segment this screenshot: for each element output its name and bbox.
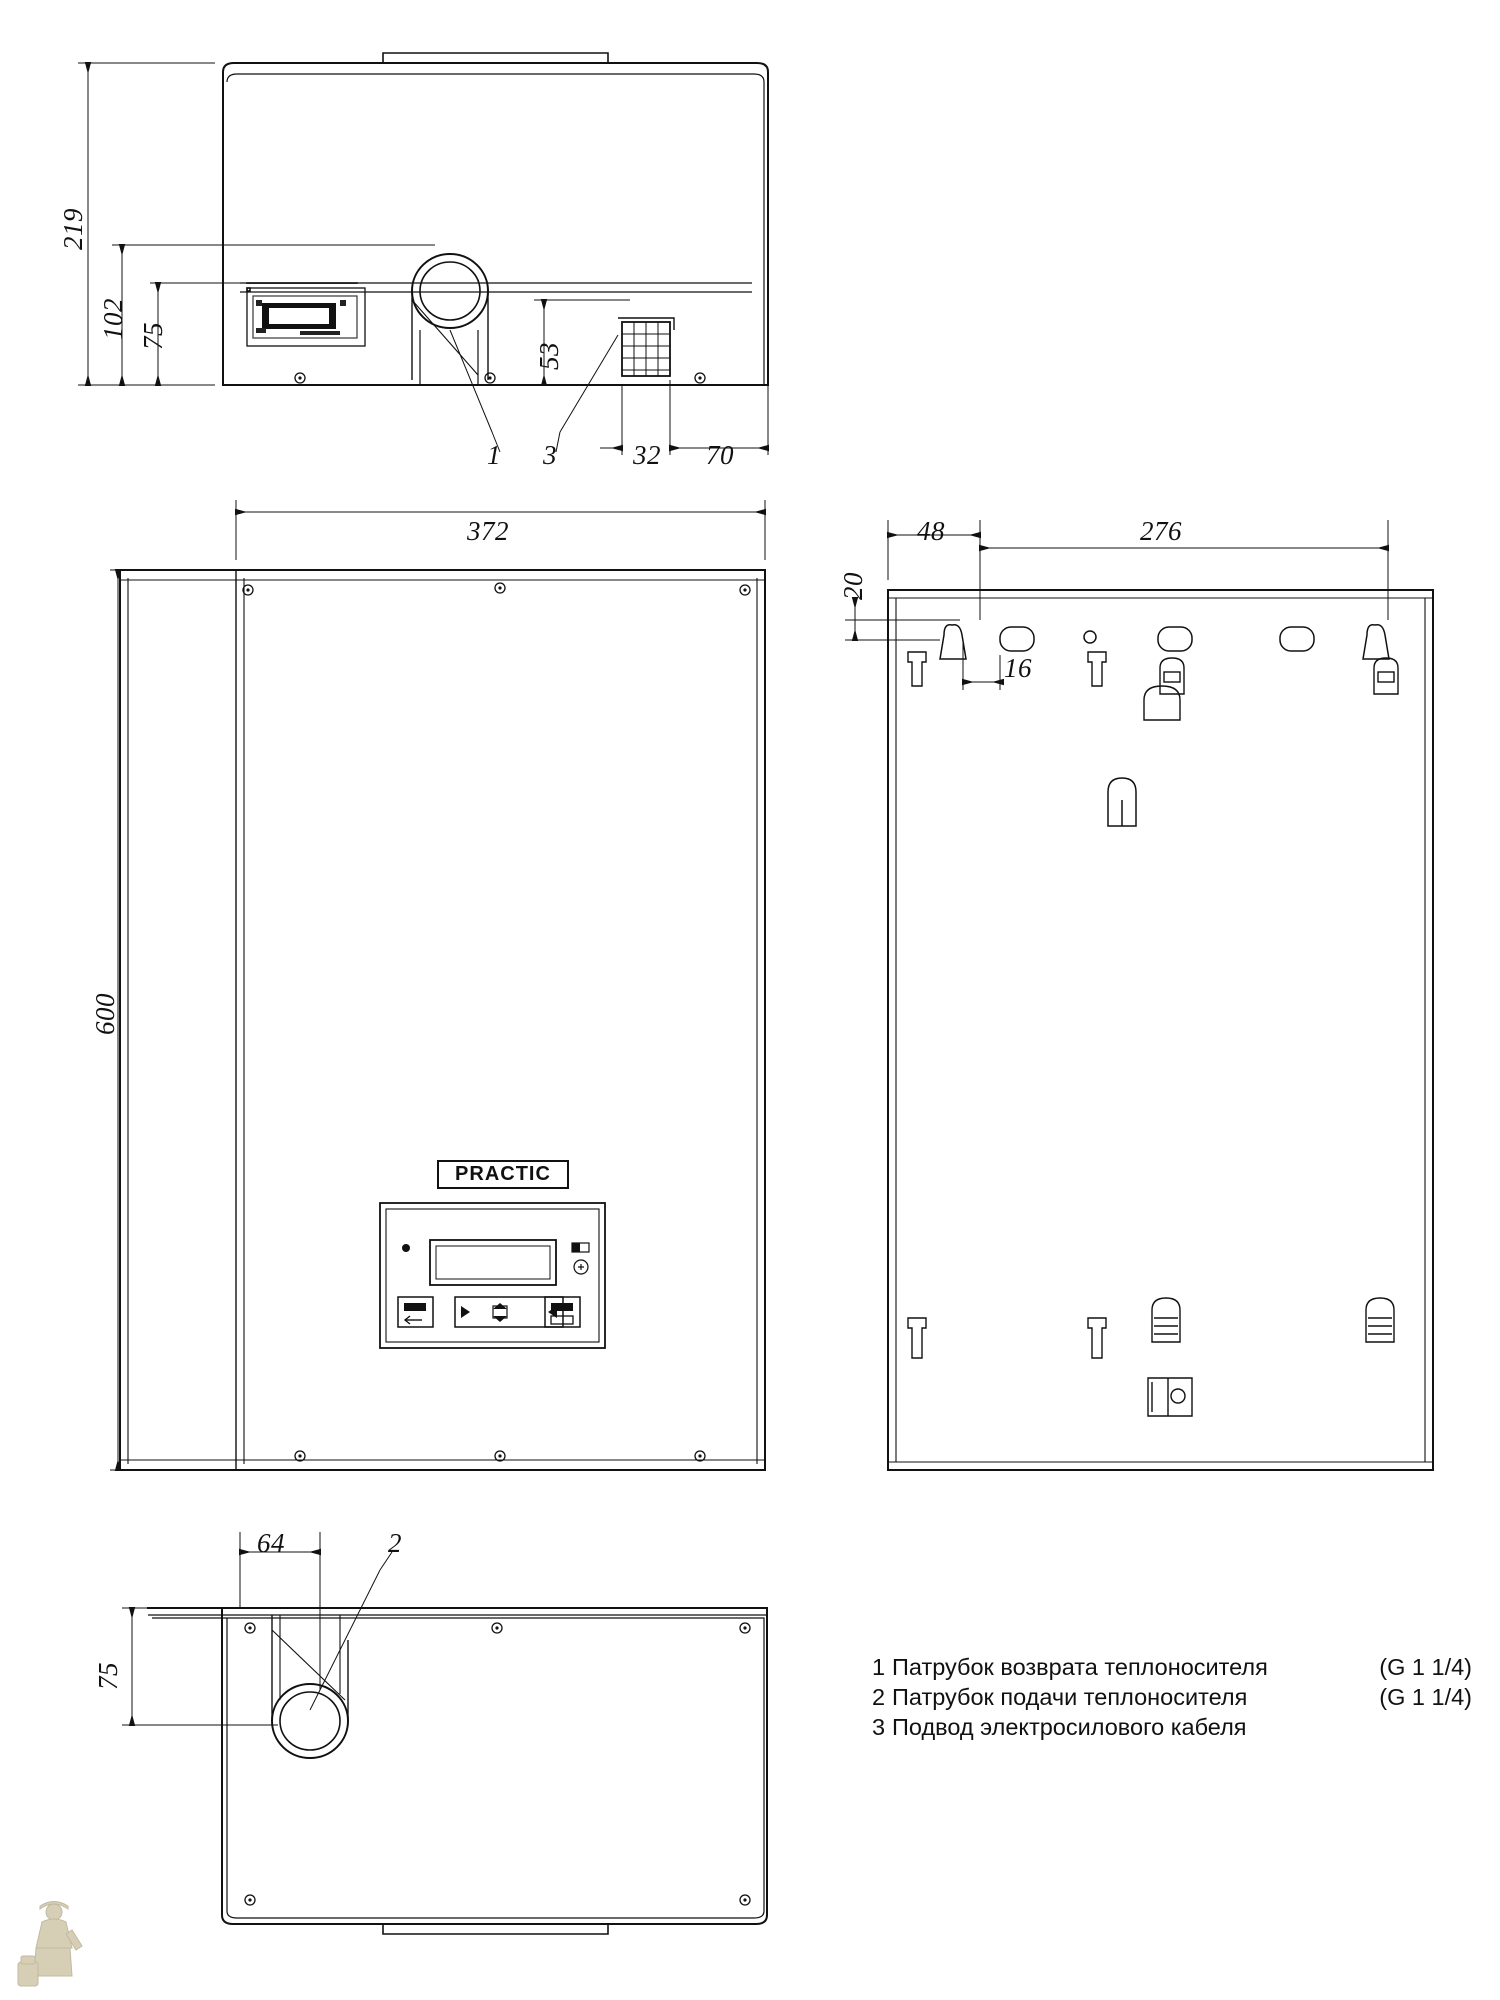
legend xyxy=(872,1652,1472,1742)
side-view xyxy=(888,590,1433,1470)
front-view xyxy=(120,570,765,1470)
dim-219: 219 xyxy=(58,208,88,250)
legend-number: 3 xyxy=(872,1714,886,1740)
dim-102: 102 xyxy=(98,298,128,340)
dim-600: 600 xyxy=(90,993,120,1035)
dim-276: 276 xyxy=(1140,516,1182,546)
bottom-dimensions xyxy=(122,1532,392,1725)
legend-item-1 xyxy=(872,1652,1472,1682)
legend-code: (G 1 1/4) xyxy=(1379,1654,1472,1680)
legend-item-2 xyxy=(872,1682,1472,1712)
dim-64: 64 xyxy=(257,1528,285,1558)
callout-2: 2 xyxy=(388,1528,402,1558)
dim-48: 48 xyxy=(917,516,945,546)
legend-label: Патрубок возврата теплоносителя xyxy=(892,1654,1268,1680)
legend-number: 2 xyxy=(872,1684,886,1710)
dim-16: 16 xyxy=(1004,653,1032,683)
legend-item-3 xyxy=(872,1712,1472,1742)
top-view xyxy=(223,53,768,385)
dim-70: 70 xyxy=(706,440,734,470)
legend-code xyxy=(1454,1712,1472,1742)
callout-3: 3 xyxy=(543,440,557,470)
callout-1: 1 xyxy=(487,440,501,470)
front-dimensions xyxy=(110,500,765,1470)
legend-number: 1 xyxy=(872,1654,886,1680)
dim-372: 372 xyxy=(467,516,509,546)
brand-logo: PRACTIC xyxy=(437,1160,569,1189)
watermark-plumber-icon xyxy=(14,1900,92,1992)
dim-75-bottom: 75 xyxy=(93,1662,123,1690)
legend-label: Подвод электросилового кабеля xyxy=(892,1714,1247,1740)
dim-53: 53 xyxy=(534,342,564,370)
dim-32: 32 xyxy=(633,440,661,470)
bottom-view xyxy=(147,1608,768,1934)
top-dimensions xyxy=(78,63,768,455)
dim-75-top: 75 xyxy=(138,322,168,350)
legend-label: Патрубок подачи теплоносителя xyxy=(892,1684,1248,1710)
legend-code: (G 1 1/4) xyxy=(1379,1684,1472,1710)
dim-20: 20 xyxy=(838,572,868,600)
